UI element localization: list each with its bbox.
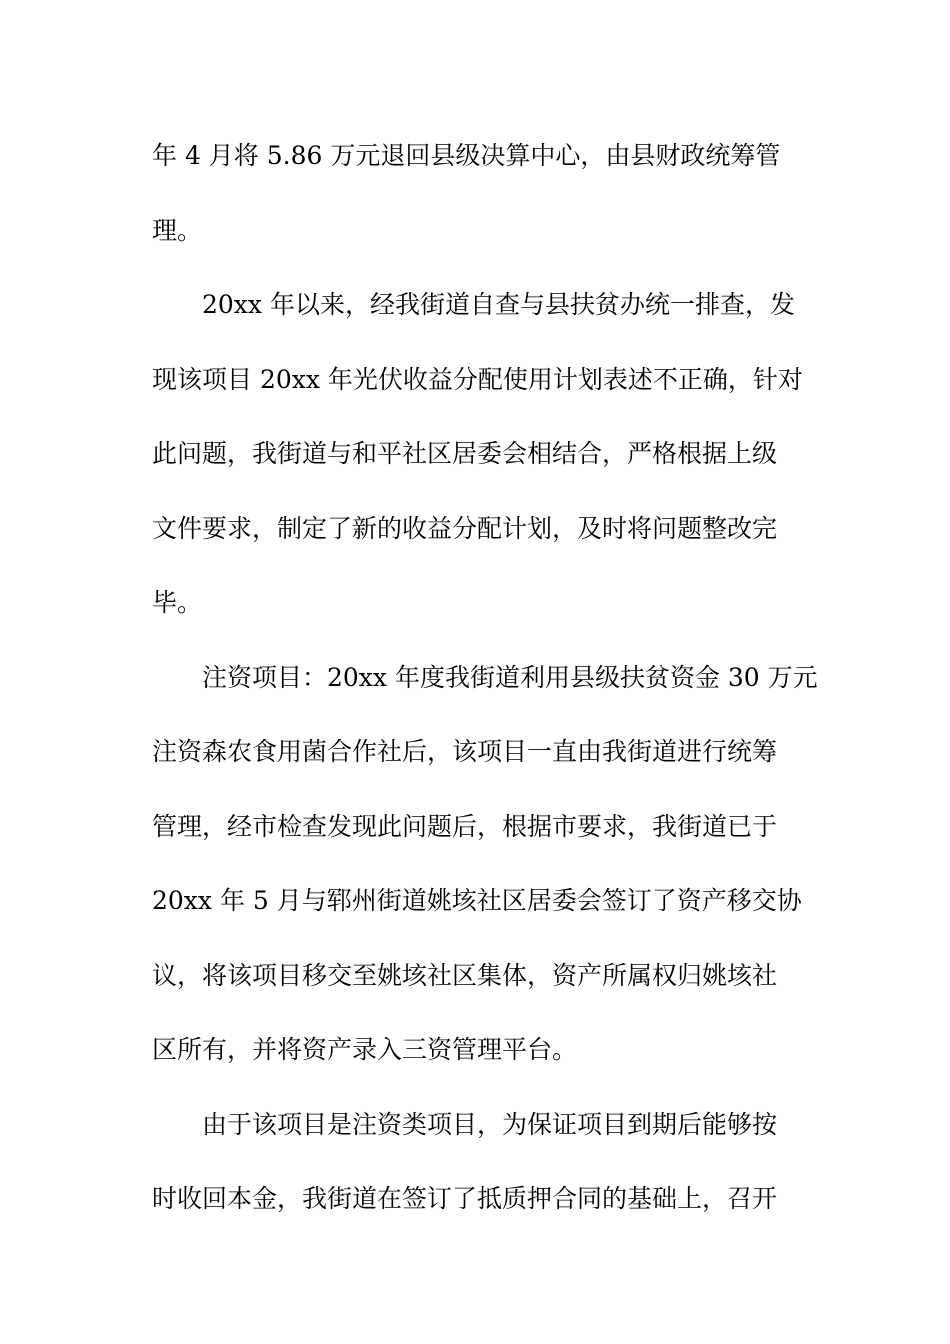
- text-line: 议，将该项目移交至姚垓社区集体，资产所属权归姚垓社: [152, 960, 778, 990]
- paragraph-1: [152, 131, 812, 280]
- text-line: 此问题，我街道与和平社区居委会相结合，严格根据上级: [152, 439, 778, 468]
- text-line: 由于该项目是注资类项目，为保证项目到期后能够按: [202, 1109, 778, 1139]
- paragraph-3: [152, 653, 818, 1100]
- text-line: 现该项目 20xx 年光伏收益分配使用计划表述不正确，针对: [152, 364, 803, 394]
- text-line: 20xx 年 5 月与郓州街道姚垓社区居委会签订了资产移交协: [152, 886, 802, 915]
- text-line: 注资项目：20xx 年度我街道利用县级扶贫资金 30 万元: [202, 662, 818, 692]
- document-body: [152, 131, 818, 1249]
- text-line: 20xx 年以来，经我街道自查与县扶贫办统一排查，发: [202, 290, 795, 319]
- text-line: 毕。: [152, 588, 203, 617]
- text-line: 理。: [152, 215, 203, 245]
- paragraph-4: [152, 1100, 812, 1249]
- text-line: 时收回本金，我街道在签订了抵质押合同的基础上，召开: [152, 1184, 778, 1213]
- text-line: 年 4 月将 5.86 万元退回县级决算中心，由县财政统筹管: [152, 141, 781, 170]
- paragraph-2: [152, 280, 812, 653]
- text-line: 注资森农食用菌合作社后，该项目一直由我街道进行统筹: [152, 737, 778, 766]
- text-line: 区所有，并将资产录入三资管理平台。: [152, 1035, 578, 1064]
- text-line: 文件要求，制定了新的收益分配计划，及时将问题整改完: [152, 513, 778, 543]
- text-line: 管理，经市检查发现此问题后，根据市要求，我街道已于: [152, 811, 778, 841]
